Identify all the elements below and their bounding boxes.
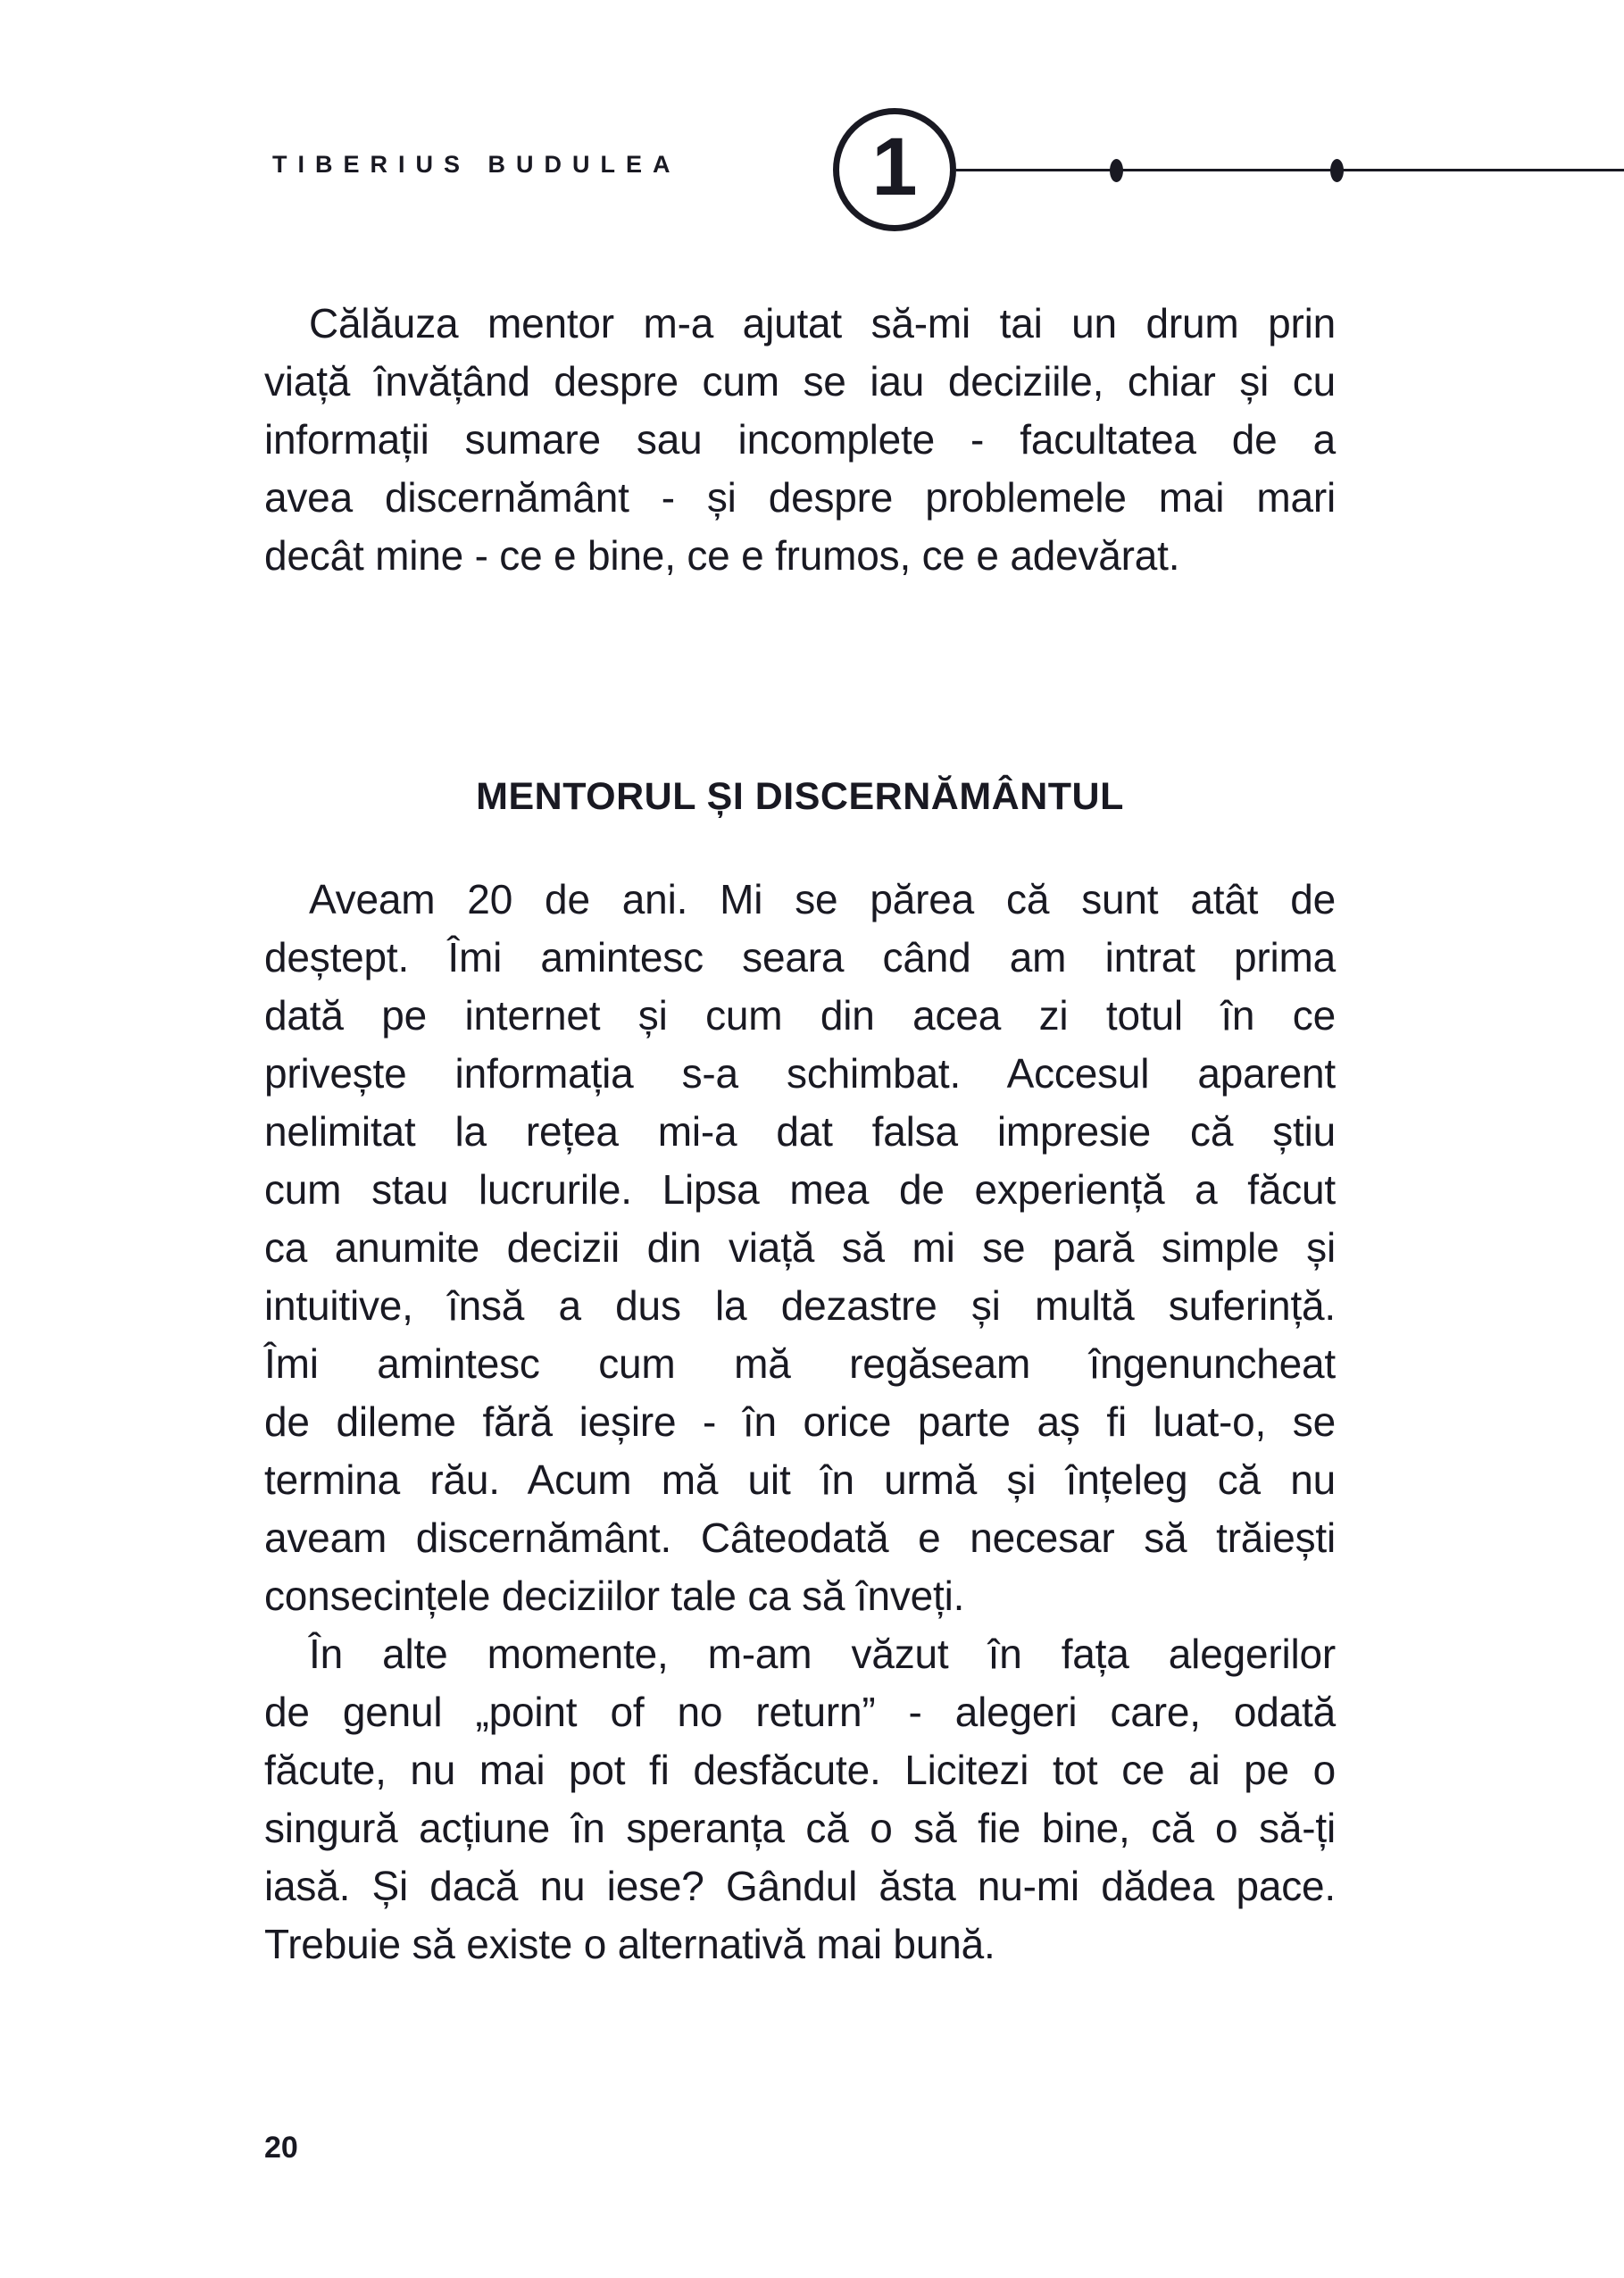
paragraph-line: Îmi amintesc cum mă regăseam îngenuncheat (264, 1340, 1336, 1387)
paragraph-line: viață învățând despre cum se iau deciziile, chiar și cu (264, 358, 1336, 405)
paragraph-line: termina rău. Acum mă uit în urmă și înțeleg că nu (264, 1456, 1336, 1503)
page-number: 20 (264, 2131, 298, 2165)
paragraph (264, 1625, 1336, 1973)
paragraph-line: informații sumare sau incomplete - facultatea de a (264, 416, 1336, 463)
paragraph-line: nelimitat la rețea mi-a dat falsa impresie că știu (264, 1108, 1336, 1155)
paragraph-line: Aveam 20 de ani. Mi se părea că sunt atât de (309, 876, 1336, 922)
paragraph-line: privește informația s-a schimbat. Accesul aparent (264, 1050, 1336, 1097)
paragraph (264, 871, 1336, 1625)
paragraph-line: intuitive, însă a dus la dezastre și multă suferință. (264, 1282, 1336, 1329)
chapter-number-badge (833, 108, 956, 231)
paragraph-line: iasă. Și dacă nu iese? Gândul ăsta nu-mi dădea pace. (264, 1863, 1336, 1909)
decorative-rule (956, 169, 1624, 171)
paragraph-line: În alte momente, m-am văzut în fața alegerilor (309, 1631, 1336, 1677)
paragraph-line: Călăuza mentor m-a ajutat să-mi tai un drum prin (309, 300, 1336, 346)
paragraph-line: avea discernământ - și despre problemele mai mari (264, 474, 1336, 521)
chapter-number: 1 (871, 121, 918, 213)
paragraph-line: ca anumite decizii din viață să mi se pară simple și (264, 1224, 1336, 1271)
rule-dot-icon (1330, 159, 1344, 182)
paragraph-line: de genul „point of no return” - alegeri care, odată (264, 1689, 1336, 1735)
paragraph-line: decât mine - ce e bine, ce e frumos, ce e adevărat. (264, 532, 1180, 579)
paragraph-line: dată pe internet și cum din acea zi totul în ce (264, 992, 1336, 1039)
paragraph (264, 295, 1336, 585)
running-head-author: TIBERIUS BUDULEA (272, 151, 681, 178)
paragraph-line: deștept. Îmi amintesc seara când am intrat prima (264, 934, 1336, 980)
paragraph-line: cum stau lucrurile. Lipsa mea de experiență a făcut (264, 1166, 1336, 1213)
paragraph-line: aveam discernământ. Câteodată e necesar să trăiești (264, 1514, 1336, 1561)
paragraph-line: făcute, nu mai pot fi desfăcute. Licitezi tot ce ai pe o (264, 1747, 1336, 1793)
paragraph-line: singură acțiune în speranța că o să fie bine, că o să-ți (264, 1805, 1336, 1851)
paragraph-group (264, 871, 1336, 1973)
rule-dot-icon (1110, 159, 1123, 182)
section-heading: MENTORUL ȘI DISCERNĂMÂNTUL (476, 775, 1124, 818)
paragraph-line: de dileme fără ieșire - în orice parte aș fi luat-o, se (264, 1398, 1336, 1445)
paragraph-line: Trebuie să existe o alternativă mai bună. (264, 1921, 995, 1967)
paragraph-line: consecințele deciziilor tale ca să înveți. (264, 1573, 965, 1619)
